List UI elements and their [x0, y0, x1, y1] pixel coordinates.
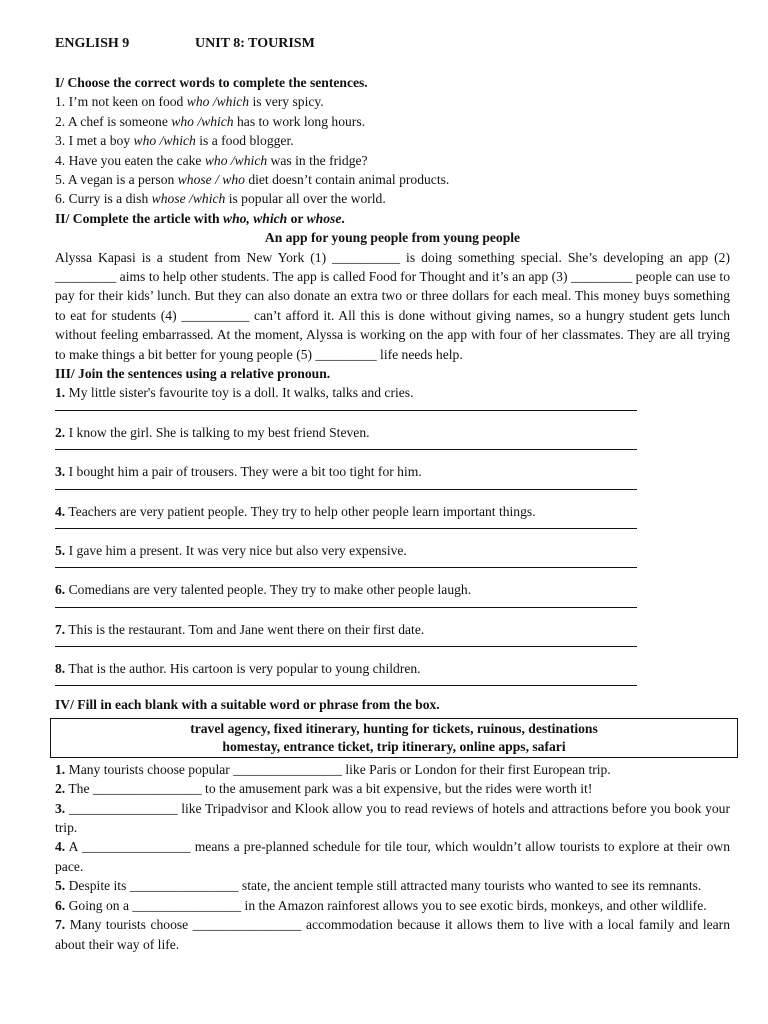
ex3-list — [55, 383, 730, 686]
ex1-item-text: 3. I met a boy — [55, 133, 134, 149]
ex1-title: I/ Choose the correct words to complete the sentences. — [55, 75, 368, 90]
article-body: Alyssa Kapasi is a student from New York (1) __________ is doing something special. She’s developing an app (2) _________ aims to help other students. The app is called Food for Thought and it’s an app (3) _________ people can use to pay for their kids’ lunch. But they can also donate an extra two or three dollars for each meal. This money buys something to eat for students (4) __________ can’t afford it. All this is done without giving names, so a hungry student gets lunch without feeling embarrassed. At the moment, Alyssa is working on the app with four of her classmates. They are all trying to make things a bit better for young people (5) _________ life needs help. — [55, 249, 730, 362]
word-box-line-2: homestay, entrance ticket, trip itinerary, online apps, safari — [222, 738, 566, 754]
ex1-item — [55, 131, 730, 150]
ex3-question-text: Teachers are very patient people. They try to help other people learn important things. — [65, 503, 536, 519]
ex4-item-text: Despite its ________________ state, the ancient temple still attracted many tourists who wanted to see its remnants. — [65, 878, 702, 894]
ex4-item-number: 7. — [55, 917, 66, 933]
ex3-question-number: 3. — [55, 464, 66, 480]
ex4-item-number: 1. — [55, 761, 66, 777]
ex4-item — [55, 760, 730, 779]
ex4-title: IV/ Fill in each blank with a suitable word or phrase from the box. — [55, 697, 440, 713]
ex4-item-number: 5. — [55, 878, 66, 894]
ex3-question — [55, 502, 730, 521]
ex4-item-text: The ________________ to the amusement park was a bit expensive, but the rides were worth it! — [65, 781, 593, 797]
ex1-item-text: 4. Have you eaten the cake — [55, 152, 205, 168]
ex3-answer-line[interactable] — [55, 488, 637, 490]
ex1-item-options[interactable]: whose /which — [151, 191, 226, 207]
ex3-question-text: That is the author. His cartoon is very popular to young children. — [65, 661, 421, 677]
ex1-item — [55, 151, 730, 170]
ex2-word-whose: whose — [306, 210, 342, 226]
ex3-answer-line[interactable] — [55, 645, 637, 647]
ex4-item-number: 3. — [55, 800, 66, 816]
ex2-word-who-which: who, which — [223, 210, 288, 226]
ex3-question-text: I know the girl. She is talking to my best friend Steven. — [65, 424, 370, 440]
subject-label: ENGLISH 9 — [55, 36, 130, 51]
ex4-item-number: 2. — [55, 781, 66, 797]
ex4-item — [55, 915, 730, 954]
ex1-list — [55, 92, 730, 208]
ex2-title-c: . — [341, 210, 345, 226]
ex1-item-options[interactable]: who /which — [186, 94, 250, 110]
ex1-item-text: 5. A vegan is a person — [55, 171, 178, 187]
ex3-question-text: I gave him a present. It was very nice but also very expensive. — [65, 542, 407, 558]
ex4-item-number: 4. — [55, 839, 66, 855]
ex4-item-text: A ________________ means a pre-planned schedule for tile tour, which wouldn’t allow tourists to explore at their own pace. — [55, 839, 730, 874]
ex3-question-text: This is the restaurant. Tom and Jane went there on their first date. — [65, 621, 425, 637]
ex3-question — [55, 462, 730, 481]
ex1-item — [55, 170, 730, 189]
ex3-answer-line[interactable] — [55, 684, 637, 686]
ex2-title-a: II/ Complete the article with — [55, 210, 223, 226]
ex1-item-options[interactable]: who /which — [204, 152, 268, 168]
ex4-item — [55, 837, 730, 876]
unit-title: UNIT 8: TOURISM — [195, 36, 315, 51]
ex3-question-text: I bought him a pair of trousers. They were a bit too tight for him. — [65, 464, 422, 480]
word-box — [50, 718, 738, 758]
ex4-item — [55, 779, 730, 798]
ex3-question-text: Comedians are very talented people. They try to make other people laugh. — [65, 582, 472, 598]
ex3-question — [55, 580, 730, 599]
ex1-item-options[interactable]: who /which — [171, 113, 234, 129]
ex4-item — [55, 896, 730, 915]
ex3-answer-line[interactable] — [55, 606, 637, 608]
ex1-item — [55, 112, 730, 131]
ex4-item-text: Many tourists choose popular ________________ like Paris or London for their first European trip. — [65, 761, 611, 777]
worksheet-content — [55, 73, 730, 954]
ex3-question-text: My little sister's favourite toy is a doll. It walks, talks and cries. — [65, 385, 414, 401]
ex3-question-number: 6. — [55, 582, 66, 598]
ex3-question-number: 1. — [55, 385, 66, 401]
ex1-item-text: 2. A chef is someone — [55, 113, 172, 129]
ex1-item-text-end: is a food blogger. — [195, 133, 294, 149]
ex3-question-number: 2. — [55, 424, 66, 440]
ex1-item-text-end: is popular all over the world. — [225, 191, 386, 207]
ex1-item-text-end: was in the fridge? — [267, 152, 368, 168]
ex3-answer-line[interactable] — [55, 448, 637, 450]
ex3-question — [55, 620, 730, 639]
article-title: An app for young people from young people — [264, 230, 521, 246]
ex1-item-options[interactable]: whose / who — [177, 171, 245, 187]
ex1-item-text-end: has to work long hours. — [233, 113, 366, 129]
ex1-item-options[interactable]: who /which — [133, 133, 196, 149]
ex1-item — [55, 92, 730, 111]
ex3-question — [55, 541, 730, 560]
ex4-item — [55, 876, 730, 895]
ex4-item-text: ________________ like Tripadvisor and Klook allow you to read reviews of hotels and attractions before you book your trip. — [55, 800, 730, 836]
ex4-item-text: Many tourists choose ________________ accommodation because it allows them to live with a local family and learn about their way of life. — [55, 917, 730, 952]
ex2-title-b: or — [287, 210, 307, 226]
ex1-item-text-end: is very spicy. — [249, 94, 324, 110]
ex3-title: III/ Join the sentences using a relative pronoun. — [55, 365, 331, 381]
ex3-question-number: 7. — [55, 621, 66, 637]
ex4-item-number: 6. — [55, 897, 66, 913]
word-box-line-1: travel agency, fixed itinerary, hunting for tickets, ruinous, destinations — [190, 720, 598, 736]
ex4-item — [55, 799, 730, 838]
ex3-question — [55, 423, 730, 442]
ex4-item-text: Going on a ________________ in the Amazon rainforest allows you to see exotic birds, monkeys, and other wildlife. — [65, 897, 707, 913]
ex3-question-number: 4. — [55, 503, 66, 519]
ex1-item-text-end: diet doesn’t contain animal products. — [244, 171, 450, 187]
ex3-answer-line[interactable] — [55, 527, 637, 529]
ex2-title — [55, 209, 730, 228]
ex3-question — [55, 659, 730, 678]
ex4-list — [55, 760, 730, 954]
ex3-question-number: 8. — [55, 661, 66, 677]
ex3-question-number: 5. — [55, 542, 66, 558]
ex3-answer-line[interactable] — [55, 409, 637, 411]
ex3-question — [55, 383, 730, 402]
ex3-answer-line[interactable] — [55, 566, 637, 568]
ex1-item — [55, 189, 730, 208]
ex1-item-text: 1. I’m not keen on food — [55, 94, 187, 110]
ex1-item-text: 6. Curry is a dish — [55, 191, 152, 207]
worksheet-header — [55, 36, 315, 52]
